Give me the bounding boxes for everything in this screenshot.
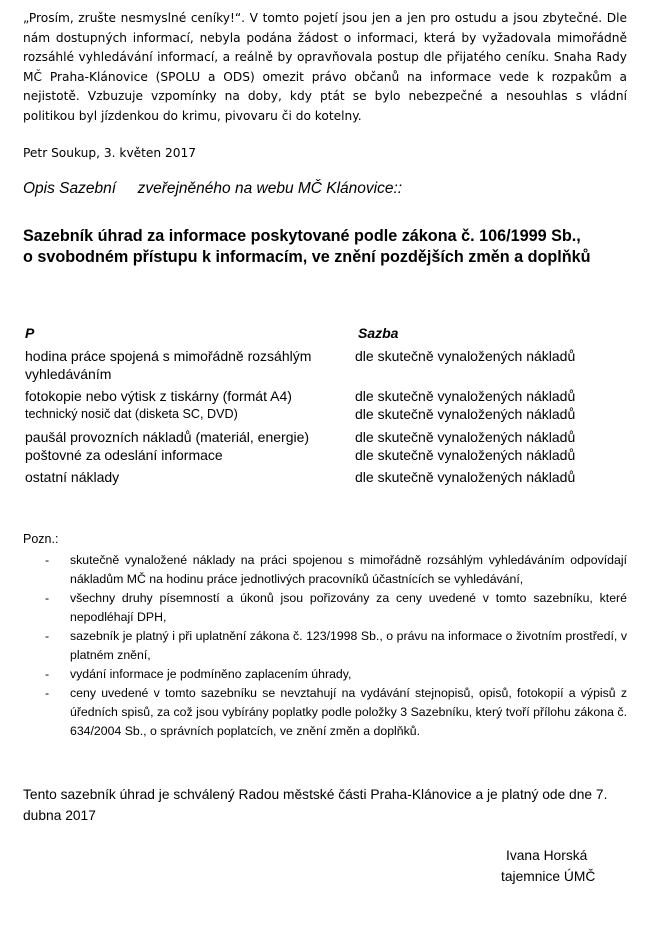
notes-label: Pozn.: [23, 532, 59, 546]
row-item: fotokopie nebo výtisk z tiskárny (formát A4) [25, 388, 292, 404]
note-text: ceny uvedené v tomto sazebníku se nevztahují na vydávání stejnopisů, opisů, fotokopií a výpisů z úředních spisů, za což jsou vybírány poplatky podle položky 3 Sazebníku, který tvoří přílohu zákona č. 634/2004 Sb., o správních poplatcích, ve znění změn a doplňků. [70, 686, 627, 738]
bullet-dash: - [45, 553, 50, 567]
document-title-line-1: Sazebník úhrad za informace poskytované podle zákona č. 106/1999 Sb., [23, 227, 581, 245]
row-rate: dle skutečně vynaložených nákladů [355, 406, 576, 422]
document-title-line-2: o svobodném přístupu k informacím, ve znění pozdějších změn a doplňků [23, 248, 591, 266]
document-title [23, 226, 591, 268]
header-item: P [25, 325, 35, 341]
row-item: ostatní náklady [25, 469, 120, 485]
note-item [23, 589, 627, 627]
approval-statement: Tento sazebník úhrad je schválený Radou městské části Praha-Klánovice a je platný ode dne 7. dubna 2017 [23, 787, 608, 823]
row-item: poštovné za odeslání informace [25, 447, 223, 463]
note-item [23, 627, 627, 665]
bullet-dash: - [45, 591, 50, 605]
note-item [23, 665, 627, 684]
bullet-dash: - [45, 686, 50, 700]
author-date: Petr Soukup, 3. květen 2017 [23, 146, 197, 160]
note-text: sazebník je platný i při uplatnění zákona č. 123/1998 Sb., o právu na informace o životním prostředí, v platném znění, [70, 629, 627, 662]
signer-role: tajemnice ÚMČ [501, 869, 596, 884]
row-rate: dle skutečně vynaložených nákladů [355, 388, 576, 404]
bullet-dash: - [45, 667, 50, 681]
copy-subheading: Opis Sazební zveřejněného na webu MČ Klánovice:: [23, 180, 403, 197]
signer-name: Ivana Horská [506, 848, 588, 863]
intro-paragraph: „Prosím, zrušte nesmyslné ceníky!“. V tomto pojetí jsou jen a jen pro ostudu a jsou zbytečné. Dle nám dostupných informací, nebyla podána žádost o informaci, která by vyžadovala mimořádně rozsáhlé vyhledávání informací, a reálně by opravňovala postup dle přijatého ceníku. Snaha Rady MČ Praha-Klánovice (SPOLU a ODS) omezit právo občanů na informace vede k rozpakům a nejistotě. Vzbuzuje vzpomínky na doby, kdy ptát se bylo nebezpečné a nesouhlas s vládní politikou byl jízdenkou do krimu, pivovaru či do kotelny. [23, 11, 627, 123]
header-rate: Sazba [358, 325, 399, 341]
row-rate: dle skutečně vynaložených nákladů [355, 348, 576, 364]
note-text: skutečně vynaložené náklady na práci spojenou s mimořádně rozsáhlým vyhledáváním odpovídají nákladům MČ na hodinu práce jednotlivých pracovníků účastnících se vyhledávání, [70, 553, 627, 586]
row-item: paušál provozních nákladů (materiál, energie) [25, 429, 310, 445]
row-rate: dle skutečně vynaložených nákladů [355, 429, 576, 445]
row-item: technický nosič dat (disketa SC, DVD) [25, 407, 238, 421]
row-item: vyhledáváním [25, 366, 112, 382]
notes-list [23, 551, 627, 741]
row-item: hodina práce spojená s mimořádně rozsáhlým [25, 348, 312, 364]
note-item [23, 684, 627, 741]
bullet-dash: - [45, 629, 50, 643]
row-rate: dle skutečně vynaložených nákladů [355, 447, 576, 463]
note-item [23, 551, 627, 589]
note-text: vydání informace je podmíněno zaplacením úhrady, [70, 667, 352, 681]
note-text: všechny druhy písemností a úkonů jsou pořizovány za ceny uvedené v tomto sazebníku, které nepodléhají DPH, [70, 591, 627, 624]
row-rate: dle skutečně vynaložených nákladů [355, 469, 576, 485]
